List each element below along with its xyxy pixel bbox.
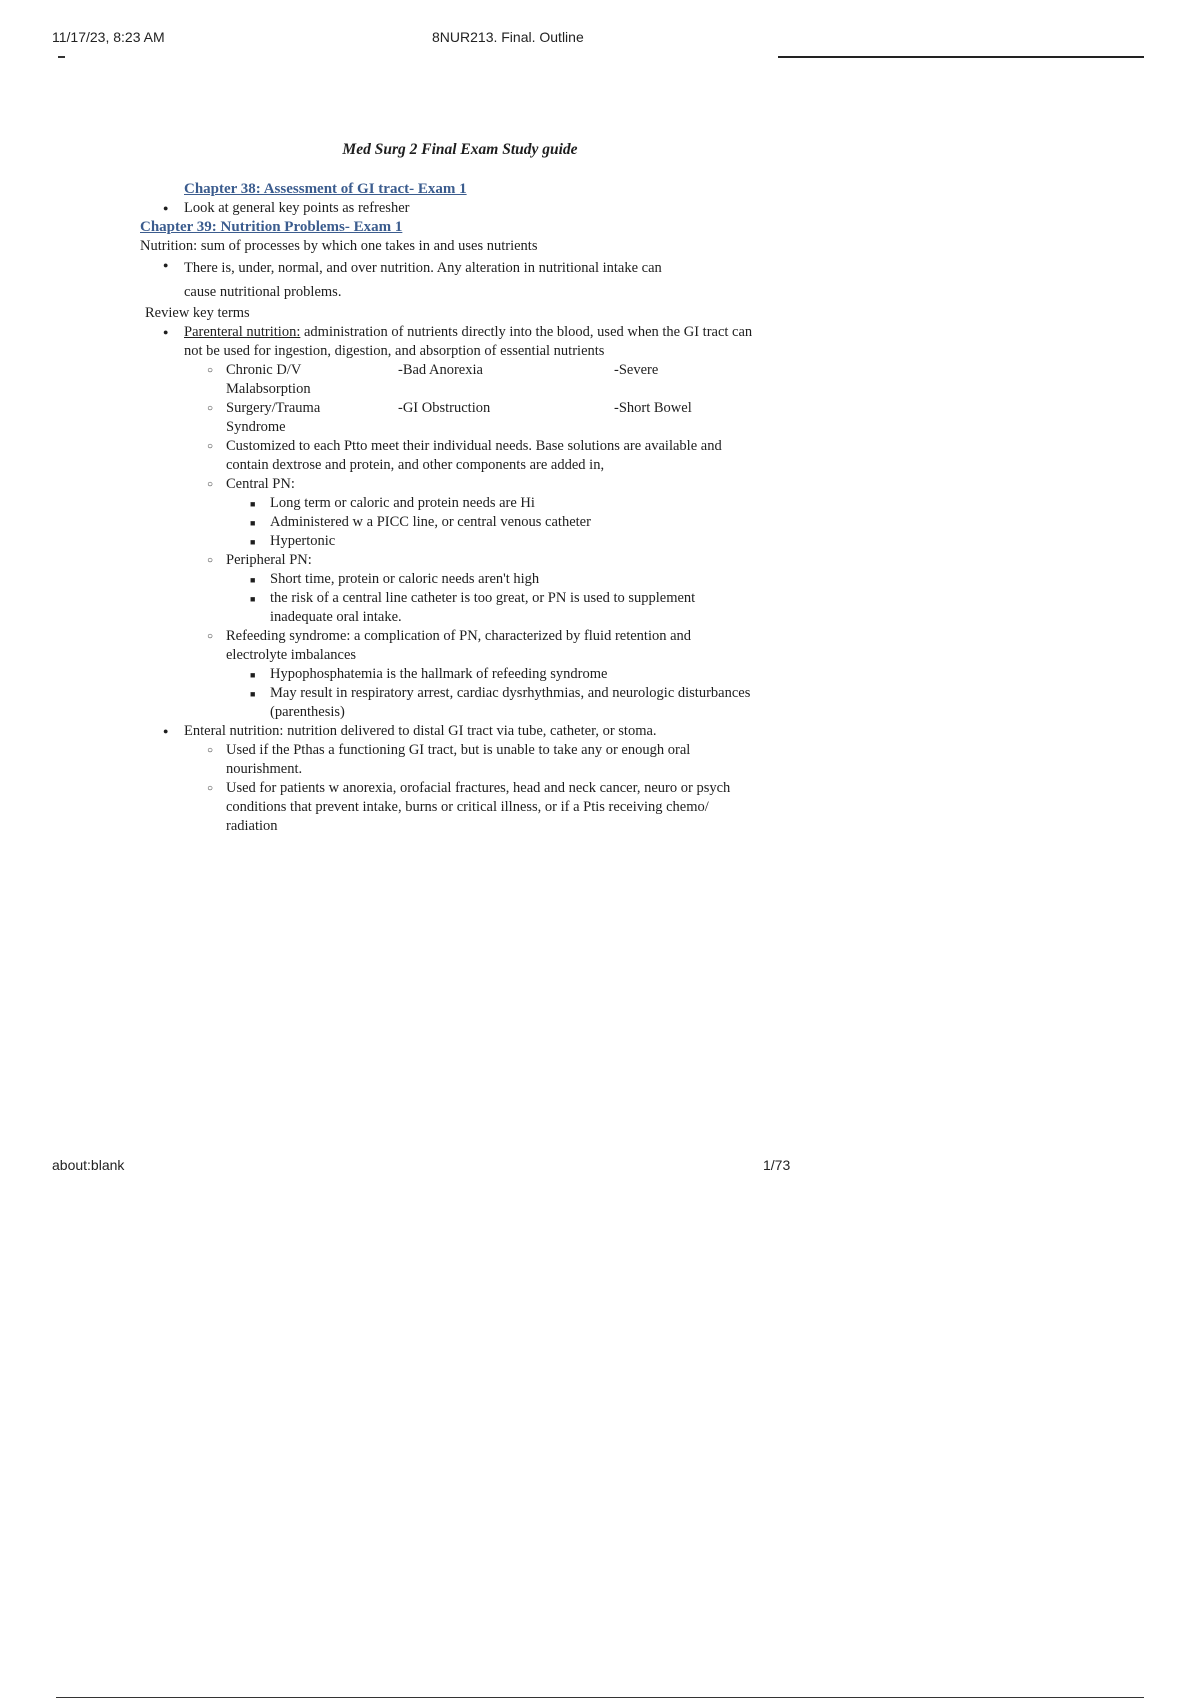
peripheral-pn-list [140, 570, 755, 627]
list-item-text: Used if the Pthas a functioning GI tract, but is unable to take any or enough oral nourishment. [226, 742, 691, 777]
list-item [140, 256, 755, 304]
indication: Malabsorption [226, 381, 311, 397]
list-item-text: ● There is, under, normal, and over nutrition. Any alteration in nutritional intake can [184, 260, 662, 276]
indication: ○ Surgery/Trauma [226, 400, 321, 416]
list-item-text: Hypophosphatemia is the hallmark of refeeding syndrome [270, 666, 608, 682]
list-item [140, 589, 755, 627]
print-date: 11/17/23, 8:23 AM [52, 29, 165, 45]
list-item-parenteral [140, 323, 755, 722]
peripheral-pn-label: Peripheral PN: [226, 552, 312, 568]
key-terms-list [140, 323, 755, 836]
central-pn-list [140, 494, 755, 551]
header-rule [778, 56, 1144, 58]
parenteral-definition: administration of nutrients directly into the blood, used when the GI tract can not be used for ingestion, digestion, and absorption of essential nutrients [184, 324, 753, 359]
indication: -Severe [614, 362, 659, 378]
list-item [140, 570, 755, 589]
indication-row [226, 361, 755, 380]
review-key-terms: Review key terms [145, 305, 250, 321]
list-item-text: Administered w a PICC line, or central venous catheter [270, 514, 591, 530]
list-item-text: May result in respiratory arrest, cardiac dysrhythmias, and neurologic disturbances (parenthesis) [270, 685, 751, 720]
doc-title: Med Surg 2 Final Exam Study guide [342, 141, 578, 158]
list-item-refeeding [140, 627, 755, 722]
list-item [140, 779, 755, 836]
list-item [140, 532, 755, 551]
header-dash [58, 56, 65, 58]
refeeding-text: Refeeding syndrome: a complication of PN, characterized by fluid retention and electrolyte imbalances [226, 628, 692, 663]
list-item [140, 684, 755, 722]
enteral-sublist [140, 741, 755, 836]
indication: Syndrome [226, 419, 286, 435]
ch38-list [140, 199, 755, 218]
list-item [140, 741, 755, 779]
indication: -GI Obstruction [398, 400, 491, 416]
list-item [140, 513, 755, 532]
list-item-text: Hypertonic [270, 533, 336, 549]
indication: -Short Bowel [614, 400, 692, 416]
list-item [140, 361, 755, 399]
list-item [140, 665, 755, 684]
chapter-39-heading[interactable]: Chapter 39: Nutrition Problems- Exam 1 [140, 219, 403, 235]
nutrition-list [140, 256, 755, 304]
page-number: 1/73 [763, 1157, 791, 1173]
list-item-peripheral-pn [140, 551, 755, 627]
enteral-text: Enteral nutrition: nutrition delivered to distal GI tract via tube, catheter, or stoma. [184, 723, 657, 739]
list-item-central-pn [140, 475, 755, 551]
list-item-text: Customized to each Ptto meet their individual needs. Base solutions are available and contain dextrose and protein, and other components are added in, [226, 438, 722, 473]
list-item-enteral [140, 722, 755, 836]
indication-row [226, 399, 755, 418]
document-body [140, 140, 755, 836]
list-item-text: Look at general key points as refresher [184, 200, 410, 216]
central-pn-label: Central PN: [226, 476, 295, 492]
parenteral-sublist [140, 361, 755, 722]
print-url: about:blank [52, 1157, 125, 1173]
list-item-text: Used for patients w anorexia, orofacial fractures, head and neck cancer, neuro or psych conditions that prevent intake, burns or critical illness, or if a Ptis receiving chemo/ radiation [226, 780, 731, 834]
bottom-rule [56, 1697, 1144, 1698]
list-item [140, 494, 755, 513]
list-item-text: cause nutritional problems. [184, 284, 342, 300]
list-item-text: Short time, protein or caloric needs aren't high [270, 571, 540, 587]
refeeding-list [140, 665, 755, 722]
list-item [140, 437, 755, 475]
chapter-38-heading[interactable]: Chapter 38: Assessment of GI tract- Exam 1 [184, 181, 467, 197]
indication: -Bad Anorexia [398, 362, 483, 378]
list-item-text: the risk of a central line catheter is too great, or PN is used to supplement inadequate oral intake. [270, 590, 696, 625]
list-item [140, 399, 755, 437]
print-title: 8NUR213. Final. Outline [432, 29, 584, 45]
indication: ○ Chronic D/V [226, 362, 302, 378]
list-item [140, 199, 755, 218]
nutrition-definition: Nutrition: sum of processes by which one takes in and uses nutrients [140, 238, 538, 254]
parenteral-term: Parenteral nutrition: [184, 324, 301, 340]
list-item-text: Long term or caloric and protein needs are Hi [270, 495, 535, 511]
